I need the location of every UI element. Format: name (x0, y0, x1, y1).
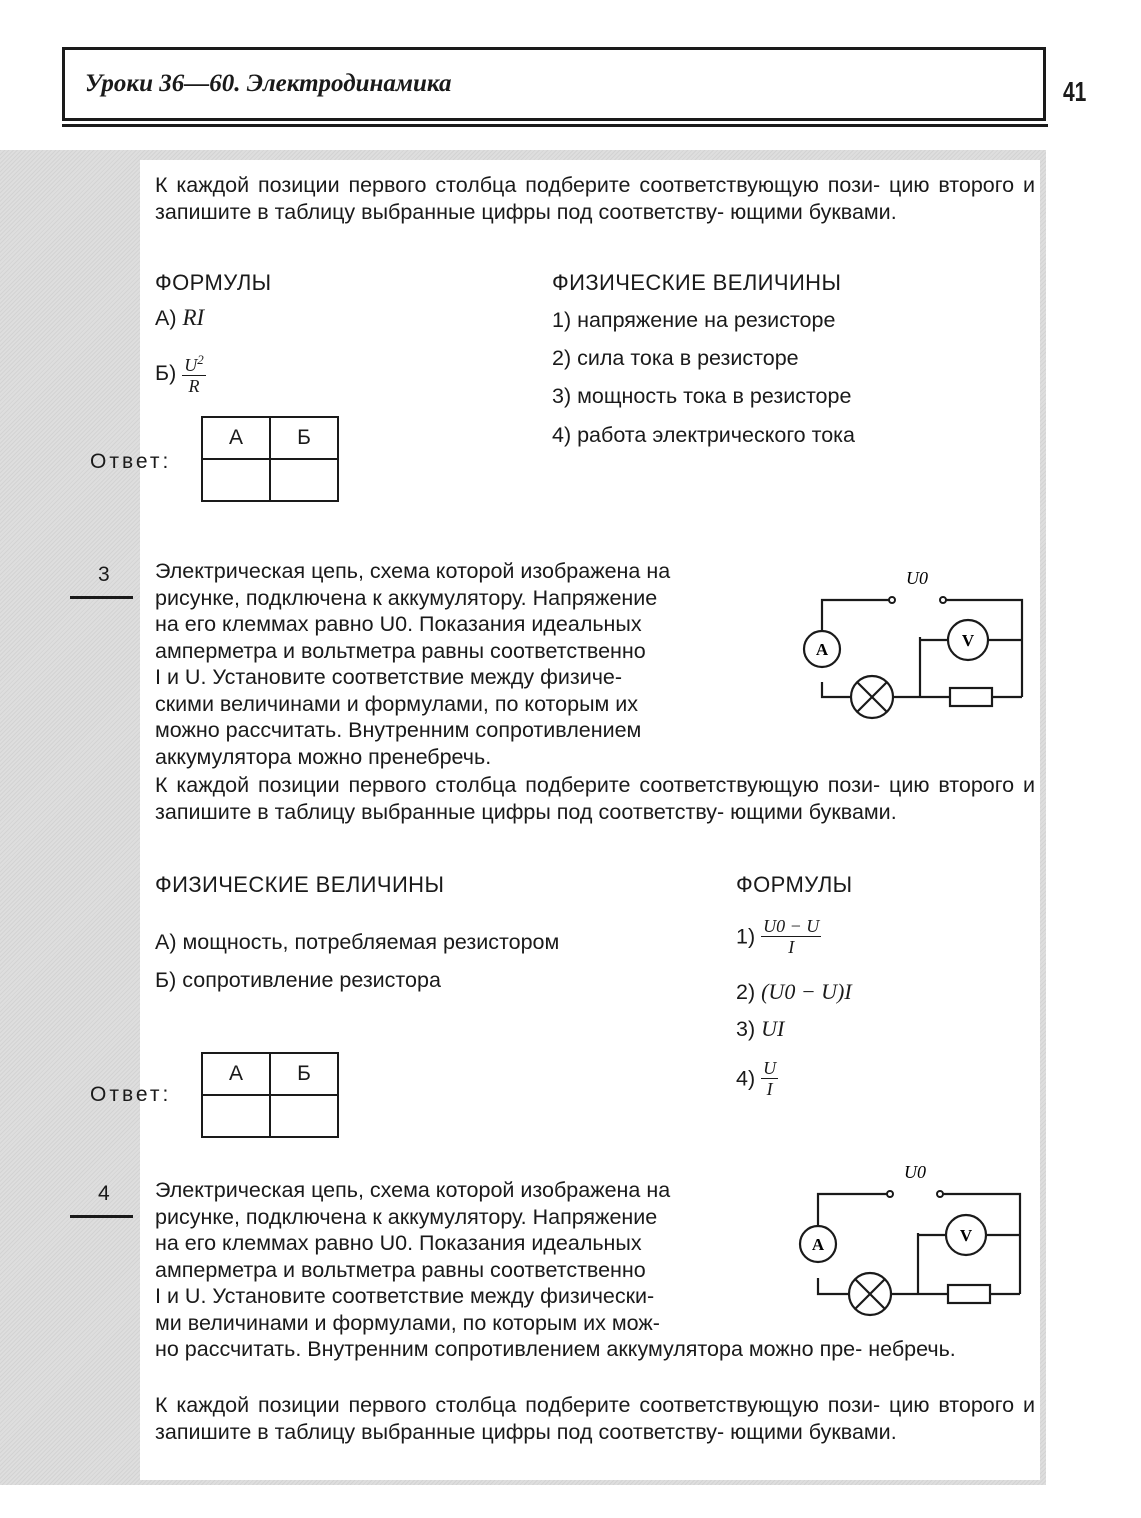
task4-paragraph (155, 1177, 773, 1336)
terminal-right (940, 597, 946, 603)
para-line: Электрическая цепь, схема которой изображена на (155, 559, 671, 583)
denominator: I (766, 1079, 773, 1099)
header-box (62, 47, 1046, 121)
exponent: 2 (197, 352, 204, 367)
lamp-symbol (849, 1273, 891, 1315)
para-line: ми величинами и формулами, по которым их мож- (155, 1310, 660, 1335)
task3-left-item-a: А) мощность, потребляемая резистором (155, 930, 560, 954)
page-number: 41 (1063, 76, 1087, 107)
task3-number-bar (70, 596, 133, 599)
task3-right-item-1 (736, 916, 821, 957)
terminal-left (889, 597, 895, 603)
task3-right-item-3 (736, 1016, 784, 1043)
task2-col2-header: ФИЗИЧЕСКИЕ ВЕЛИЧИНЫ (552, 270, 842, 295)
item-label: 4) (736, 1066, 756, 1091)
answer-cell-b[interactable] (270, 459, 338, 501)
task2-right-item-1: 1) напряжение на резисторе (552, 308, 836, 332)
source-label: U0 (906, 568, 928, 588)
voltmeter-symbol (948, 620, 988, 660)
lamp-symbol (851, 676, 893, 718)
resistor-symbol (948, 1285, 990, 1303)
answer-cell-a[interactable] (202, 1095, 270, 1137)
denominator: R (188, 376, 200, 396)
item-label: Б) (155, 360, 177, 385)
voltmeter-label: V (959, 1226, 973, 1245)
ammeter-symbol (800, 1226, 836, 1262)
task2-right-item-4: 4) работа электрического тока (552, 423, 856, 447)
task2-left-item-b (155, 350, 206, 396)
para-line: I и U. Установите соответствие между физически- (155, 1284, 655, 1308)
task3-left-item-b: Б) сопротивление резистора (155, 968, 441, 992)
para-line: аккумулятора можно пренебречь. (155, 744, 492, 769)
answer-header-a: А (202, 417, 270, 459)
task4-circuit-diagram (790, 1158, 1040, 1318)
task3-instruction: К каждой позиции первого столбца подберите соответствующую пози- цию второго и запишите в таблицу выбранные цифры под соответству- ющими буквами. (155, 773, 1035, 824)
numerator: U0 − U (763, 916, 820, 936)
formula: RI (182, 305, 205, 330)
resistor-symbol (950, 688, 992, 706)
fraction (761, 1058, 778, 1099)
task3-col1-header: ФИЗИЧЕСКИЕ ВЕЛИЧИНЫ (155, 872, 445, 897)
answer-header-b: Б (270, 417, 338, 459)
task4-paragraph-tail: но рассчитать. Внутренним сопротивлением аккумулятора можно пре- небречь. (155, 1337, 956, 1361)
denominator: I (788, 937, 795, 957)
task2-answer-label: Ответ: (90, 450, 172, 473)
item-label: А) (155, 306, 177, 330)
task3-answer-label: Ответ: (90, 1083, 172, 1106)
item-label: 3) (736, 1017, 756, 1041)
header-rule (62, 124, 1048, 127)
task2-right-item-2: 2) сила тока в резисторе (552, 346, 799, 370)
item-label: 1) (736, 924, 756, 949)
source-label: U0 (904, 1162, 926, 1182)
ammeter-symbol (804, 631, 840, 667)
para-line: I и U. Установите соответствие между физиче- (155, 665, 623, 689)
fraction (761, 916, 821, 957)
task2-left-item-a (155, 305, 204, 332)
para-line: на его клеммах равно U0. Показания идеальных (155, 612, 642, 636)
task2-answer-table (201, 416, 339, 502)
terminal-right (937, 1191, 943, 1197)
task4-number-bar (70, 1215, 133, 1218)
task3-circuit-diagram (790, 562, 1040, 722)
terminal-left (887, 1191, 893, 1197)
para-line: амперметра и вольтметра равны соответственно (155, 638, 646, 663)
voltmeter-symbol (946, 1215, 986, 1255)
para-line: рисунке, подключена к аккумулятору. Напряжение (155, 585, 658, 610)
task4-number: 4 (98, 1182, 110, 1205)
para-line: можно рассчитать. Внутренним сопротивлением (155, 718, 642, 742)
answer-cell-b[interactable] (270, 1095, 338, 1137)
numerator: U (763, 1058, 777, 1078)
task2-col1-header: ФОРМУЛЫ (155, 270, 272, 295)
task2-instruction: К каждой позиции первого столбца подберите соответствующую пози- цию второго и запишите в таблицу выбранные цифры под соответству- ющими буквами. (155, 173, 1035, 224)
para-line: Электрическая цепь, схема которой изображена на (155, 1178, 671, 1202)
ammeter-label: A (811, 1235, 825, 1254)
task3-paragraph (155, 558, 773, 770)
task2-right-item-3: 3) мощность тока в резисторе (552, 384, 852, 408)
numerator: U (184, 355, 198, 375)
formula: (U0 − U)I (761, 979, 852, 1004)
task3-answer-table (201, 1052, 339, 1138)
para-line: на его клеммах равно U0. Показания идеальных (155, 1231, 642, 1255)
ammeter-label: A (815, 640, 829, 659)
para-line: рисунке, подключена к аккумулятору. Напряжение (155, 1204, 658, 1229)
answer-header-a: А (202, 1053, 270, 1095)
answer-header-b: Б (270, 1053, 338, 1095)
task3-col2-header: ФОРМУЛЫ (736, 872, 853, 897)
answer-cell-a[interactable] (202, 459, 270, 501)
item-label: 2) (736, 980, 756, 1004)
task3-number: 3 (98, 563, 110, 586)
task4-instruction: К каждой позиции первого столбца подберите соответствующую пози- цию второго и запишите в таблицу выбранные цифры под соответству- ющими буквами. (155, 1393, 1035, 1444)
formula: UI (761, 1016, 785, 1041)
para-line: скими величинами и формулами, по которым их (155, 691, 639, 716)
fraction (182, 350, 206, 396)
task3-right-item-2 (736, 979, 852, 1006)
para-line: амперметра и вольтметра равны соответственно (155, 1257, 646, 1282)
voltmeter-label: V (961, 631, 975, 650)
header-title: Уроки 36—60. Электродинамика (85, 70, 452, 97)
task3-right-item-4 (736, 1058, 778, 1099)
